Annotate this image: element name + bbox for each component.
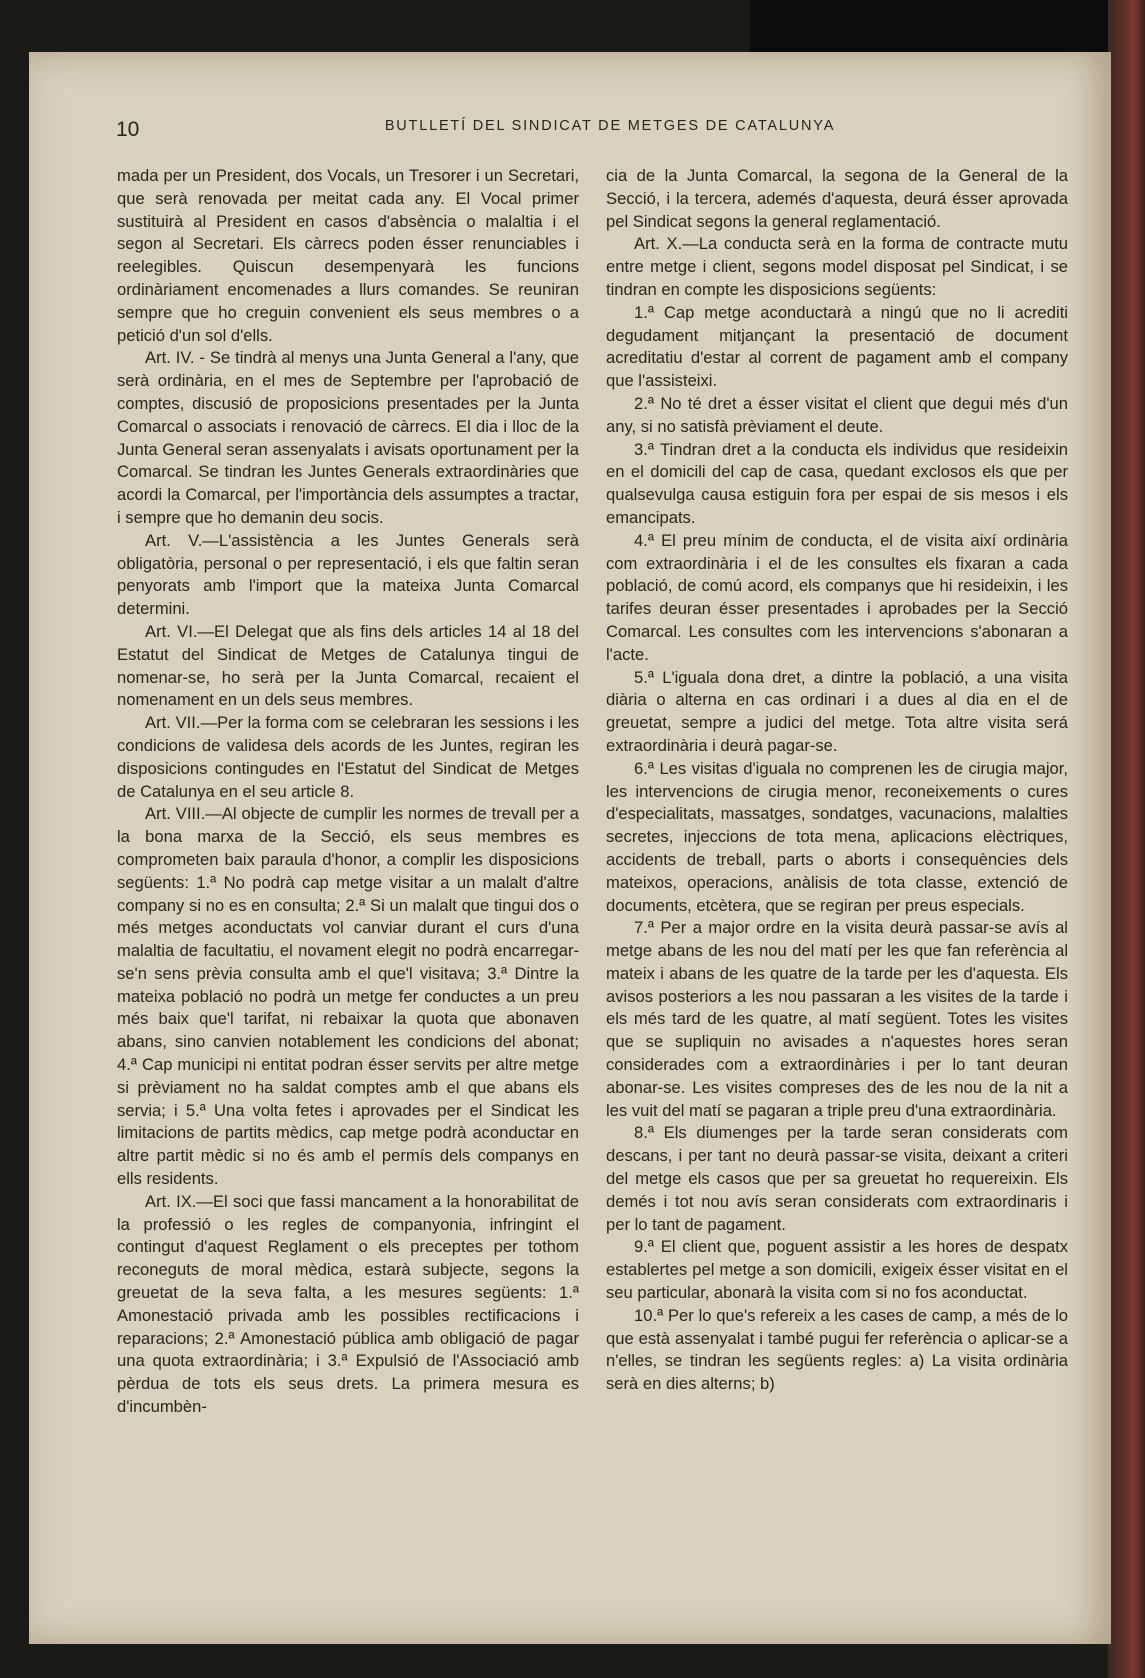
paragraph: Art. X.—La conducta serà en la forma de contracte mutu entre metge i client, segons model disposat pel Sindicat, i se tindran en compte les disposicions següents: [606,234,1068,299]
page-number: 10 [116,118,140,141]
running-title: BUTLLETÍ DEL SINDICAT DE METGES DE CATALUNYA [384,118,836,134]
paragraph: 7.ª Per a major ordre en la visita deurà passar-se avís al metge abans de les nou del matí per les que fan referència al mateix i abans de les quatre de la tarde per les d'aquesta. Els avisos posteriors a les nou passaran a les visites de la tarde i els més tard de les quatre, al matí següent. Totes les visites que se supliquin no avisades a n'aquestes hores seran considerades com a extraordinàries i per lo tant deuran abonar-se. Les visites compreses des de les nou de la nit a les vuit del matí se pagaran a triple preu d'una extraordinària. [606,918,1068,1120]
paragraph: Art. VII.—Per la forma com se celebraran les sessions i les condicions de validesa dels acords de les Juntes, regiran les disposicions contingudes en l'Estatut del Sindicat de Metges de Catalunya en el seu article 8. [117,713,579,801]
paragraph: 10.ª Per lo que's refereix a les cases de camp, a més de lo que està assenyalat i també pugui fer referència o aplicar-se a n'elles, se tindran les següents regles: a) La visita ordinària serà en dies alterns; b) [606,1305,1068,1394]
paragraph: mada per un President, dos Vocals, un Tresorer i un Secretari, que serà renovada per meitat cada any. El Vocal primer sustituirà al President en casos d'absència o malaltia i el segon al Secretari. Els càrrecs poden ésser renunciables i reelegibles. Quiscun desempenyarà les funcions ordinàriament encomenades a llurs comandes. Se reuniran sempre que ho creguin convenient els seus membres o a petició d'un sol d'ells. [117,166,579,345]
left-column [117,165,579,1419]
paragraph: Art. VIII.—Al objecte de cumplir les normes de trevall per a la bona marxa de la Secció, els seus membres es comprometen baix paraula d'honor, a complir les disposicions següents: 1.ª No podrà cap metge visitar a un malalt d'altre company si no es en consulta; 2.ª Si un malalt que tingui dos o més metges aconductats vol canviar durant el curs d'una malaltia de facultatiu, el novament elegit no podrà encarregar-se'n sens prèvia consulta amb el que'l visitava; 3.ª Dintre la mateixa població no podrà un metge fer conductes a un preu més baix que'l tarifat, ni rebaixar la quota que abonaven abans, sino canvien notablement les condicions del abonat; 4.ª Cap municipi ni entitat podran ésser servits per altre metge si prèviament no ha saldat comptes amb el que abans els servia; i 5.ª Una volta fetes i aprovades per el Sindicat les limitacions de partits mèdics, cap metge podrà aconductar en altre partit mèdic si no és amb el permís dels companys en ells residents. [117,804,579,1189]
book-binding-edge [1108,0,1145,1678]
right-column [606,165,1068,1396]
paragraph: 1.ª Cap metge aconductarà a ningú que no li acrediti degudament mitjançant la presentació de document acreditatiu d'estar al corrent de pagament amb el company que l'assisteixi. [606,302,1068,391]
paragraph: 3.ª Tindran dret a la conducta els individus que resideixin en el domicili del cap de casa, quedant exclosos els que per qualsevulga causa estiguin fora per espai de sis mesos i els emancipats. [606,439,1068,527]
paragraph: Art. IV. - Se tindrà al menys una Junta General a l'any, que serà ordinària, en el mes de Septembre per l'aprobació de comptes, discusió de proposicions presentades per la Junta Comarcal o associats i renovació de càrrecs. El dia i lloc de la Junta General seran assenyalats i avisats oportunament per la Comarcal. Se tindran les Juntes Generals extraordinàries que acordi la Comarcal, per l'importància dels assumptes a tractar, i sempre que ho demanin deu socis. [117,348,579,527]
background-shadow-top [750,0,1145,60]
paragraph: 4.ª El preu mínim de conducta, el de visita així ordinària com extraordinària i el de les consultes els fixaran a cada població, de comú acord, els companys que hi resideixin, i les tarifes deuran ésser presentades i aprobades per la Secció Comarcal. Les consultes com les intervencions s'abonaran a l'acte. [606,530,1068,664]
paragraph: Art. VI.—El Delegat que als fins dels articles 14 al 18 del Estatut del Sindicat de Metges de Catalunya tingui de nomenar-se, ho serà per la Junta Comarcal, recaient el nomenament en un dels seus membres. [117,621,579,710]
paragraph: 6.ª Les visitas d'iguala no comprenen les de cirugia major, les intervencions de cirugia menor, reconeixements o cures d'especialitats, massatges, sondatges, vacunacions, malalties secretes, injeccions de tota mena, aplicacions elèctriques, accidents de treball, parts o aborts i consequències dels mateixos, operacions, anàlisis de tota classe, extenció de documents, etcètera, que se regiran per preus especials. [606,758,1068,915]
paragraph: 9.ª El client que, poguent assistir a les hores de despatx establertes pel metge a son domicili, exigeix ésser visitat en el seu particular, abonarà la visita com si no fos aconductat. [606,1237,1068,1303]
paragraph: 8.ª Els diumenges per la tarde seran considerats com descans, i per tant no deurà passar-se visita, deixant a criteri del metge els casos que per sa greuetat ho requereixin. Els demés i tot nou avís seran considerats com extraordinaris i per lo tant de pagament. [606,1123,1068,1234]
paragraph: 5.ª L'iguala dona dret, a dintre la població, a una visita diària o alterna en cas ordinari i a dues al dia en el de greuetat, sempre a judici del metge. Tota altre visita será extraordinària i deurà pagar-se. [606,667,1068,755]
paragraph: 2.ª No té dret a ésser visitat el client que degui més d'un any, si no satisfà prèviament el deute. [606,393,1068,436]
paragraph: Art. V.—L'assistència a les Juntes Generals serà obligatòria, personal o per representació, i els que faltin seran penyorats amb l'import que la mateixa Junta Comarcal determini. [117,530,579,619]
paragraph: Art. IX.—El soci que fassi mancament a la honorabilitat de la professió o les regles de companyonia, infringint el contingut d'aquest Reglament o els preceptes per tothom reconeguts de moral mèdica, estarà subjecte, segons la greuetat de la seva falta, a les mesures següents: 1.ª Amonestació privada amb les possibles rectificacions i reparacions; 2.ª Amonestació pública amb obligació de pagar una quota extraordinària; i 3.ª Expulsió de l'Associació amb pèrdua de tots els seus drets. La primera mesura es d'incumbèn- [117,1191,579,1417]
paragraph: cia de la Junta Comarcal, la segona de la General de la Secció, i la tercera, ademés d'aquesta, deurá ésser aprovada pel Sindicat segons la general reglamentació. [606,166,1068,231]
